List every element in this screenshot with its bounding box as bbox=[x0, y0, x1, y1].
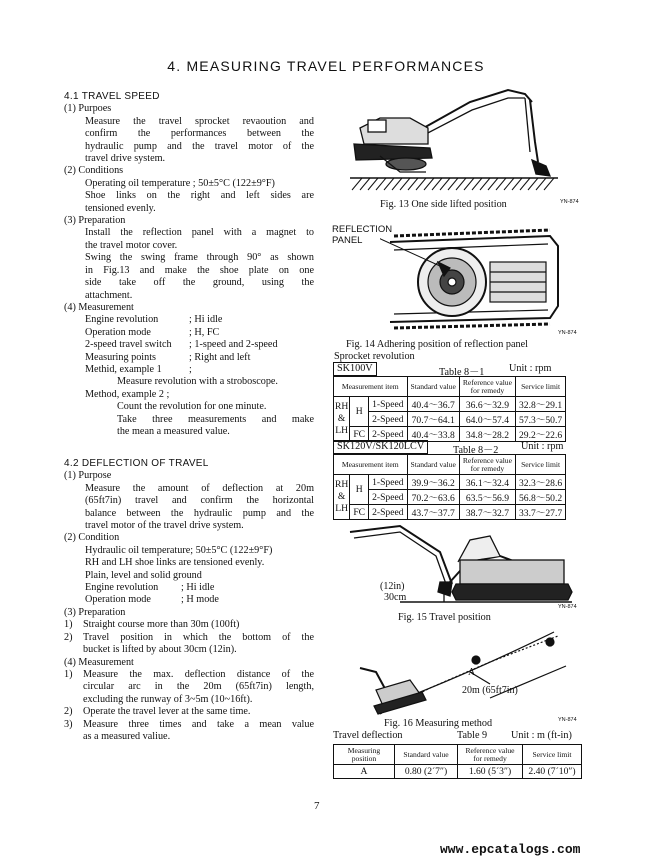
fig16-caption: Fig. 16 Measuring method bbox=[384, 718, 493, 729]
fig13-caption: Fig. 13 One side lifted position bbox=[380, 199, 507, 210]
preparation-text: Install the reflection panel with a magnet to the travel motor cover. Swing the swing frame through 90° as shown in Fig.13 and make the shoe plate on one side take off the ground, using the attachment. bbox=[85, 227, 314, 301]
table81-header-cell: Service limit bbox=[515, 377, 565, 397]
reflection-panel-label: REFLECTION PANEL bbox=[332, 224, 393, 246]
preparation-list: 1) Straight course more than 30m (100ft) 2) Travel position in which the bottom of the bucket is lifted by about 30cm (12in). bbox=[64, 619, 314, 656]
table-row: FC 2-Speed 43.7～37.7 38.7～32.7 33.7～27.7 bbox=[334, 505, 566, 520]
table82-header-cell: Standard value bbox=[407, 455, 459, 475]
section-heading: 4.2 DEFLECTION OF TRAVEL bbox=[64, 458, 209, 469]
section-deflection-of-travel bbox=[64, 458, 314, 743]
table82-header bbox=[333, 440, 583, 454]
table81-title: Table 8－1 bbox=[439, 367, 485, 378]
table82-header-cell: Reference value for remedy bbox=[459, 455, 515, 475]
table-row: RH & LH H 1-Speed 39.9～36.2 36.1～32.4 32.3～28.6 bbox=[334, 475, 566, 490]
page-number: 7 bbox=[314, 800, 320, 812]
fig16-measuring-method-illustration bbox=[340, 628, 580, 718]
table9 bbox=[333, 744, 582, 779]
subheading-preparation: (3) Preparation bbox=[64, 606, 126, 618]
fig16-label-a: A bbox=[468, 667, 476, 678]
table9-header-cell: Reference value for remedy bbox=[458, 745, 523, 765]
table-row: A 0.80 (2´7″) 1.60 (5´3″) 2.40 (7´10″) bbox=[334, 765, 582, 779]
subheading-preparation: (3) Preparation bbox=[64, 215, 126, 227]
table81-unit: Unit : rpm bbox=[509, 363, 552, 374]
table81-header-cell: Reference value for remedy bbox=[459, 377, 515, 397]
table82-title: Table 8－2 bbox=[453, 445, 499, 456]
table9-header-cell: Service limit bbox=[523, 745, 582, 765]
fig14-code: YN-874 bbox=[558, 330, 577, 336]
table82-header-cell: Service limit bbox=[515, 455, 565, 475]
purpose-text: Measure the amount of deflection at 20m (65ft7in) travel and confirm the horizontal balance between the hydraulic pump and the travel motor of the travel drive system. bbox=[85, 482, 314, 532]
table81-model: SK100V bbox=[333, 362, 377, 376]
subheading-purpose: (1) Purpoes bbox=[64, 103, 112, 115]
table81 bbox=[333, 376, 566, 442]
table82-unit: Unit : rpm bbox=[521, 441, 564, 452]
table-row: RH & LH H 1-Speed 40.4～36.7 36.6～32.9 32.8～29.1 bbox=[334, 397, 566, 412]
fig13-code: YN-874 bbox=[560, 199, 579, 205]
table82 bbox=[333, 454, 566, 520]
subheading-measurement: (4) Measurement bbox=[64, 656, 134, 668]
table81-header-cell: Measurement item bbox=[334, 377, 408, 397]
table-row: 2-Speed 70.7～64.1 64.0～57.4 57.3～50.7 bbox=[334, 412, 566, 427]
sprocket-revolution-title: Sprocket revolution bbox=[334, 351, 415, 362]
subheading-purpose: (1) Purpose bbox=[64, 470, 112, 482]
page-title: 4. MEASURING TRAVEL PERFORMANCES bbox=[167, 58, 485, 74]
fig15-caption: Fig. 15 Travel position bbox=[398, 612, 491, 623]
fig15-code: YN-874 bbox=[558, 604, 577, 610]
table9-name: Table 9 bbox=[457, 730, 488, 741]
subheading-condition: (2) Condition bbox=[64, 532, 120, 544]
fig15-label-cm: 30cm bbox=[384, 592, 407, 603]
fig15-travel-position-illustration bbox=[340, 522, 580, 606]
fig14-caption: Fig. 14 Adhering position of reflection panel bbox=[346, 339, 528, 350]
conditions-text: Operating oil temperature ; 50±5°C (122±9°F) Shoe links on the right and left sides are tensioned evenly. bbox=[85, 177, 314, 214]
table9-title: Travel deflection bbox=[333, 730, 403, 741]
fig14-sprocket-reflection-panel-illustration bbox=[380, 222, 570, 334]
table82-header-cell: Measurement item bbox=[334, 455, 408, 475]
footer-watermark: www.epcatalogs.com bbox=[440, 842, 581, 857]
condition-text: Hydraulic oil temperature; 50±5°C (122±9°F) RH and LH shoe links are tensioned evenly. Plain, level and solid ground Engine revolution ; Hi idle Operation mode ; H mode bbox=[85, 544, 273, 606]
subheading-conditions: (2) Conditions bbox=[64, 165, 124, 177]
fig16-label-distance: 20m (65ft7in) bbox=[462, 685, 518, 696]
table9-header-cell: Standard value bbox=[395, 745, 458, 765]
table81-header-cell: Standard value bbox=[407, 377, 459, 397]
measurement-settings: Engine revolution ; Hi idle Operation mode ; H, FC 2-speed travel switch ; 1-speed and 2-speed Measuring points ; Right and left Methid, example 1 ; Measure revolution with a stroboscope. Method, example 2 ; Count the revolution for one minute. Take three measurements and make the mean a measured value. bbox=[85, 314, 314, 437]
table-row: 2-Speed 70.2～63.6 63.5～56.9 56.8～50.2 bbox=[334, 490, 566, 505]
table9-header-cell: Measuring position bbox=[334, 745, 395, 765]
fig13-excavator-lifted-illustration bbox=[340, 82, 572, 202]
section-travel-speed bbox=[64, 91, 314, 438]
table9-header bbox=[333, 730, 583, 741]
fig15-label-in: (12in) bbox=[380, 581, 405, 592]
subheading-measurement: (4) Measurement bbox=[64, 301, 134, 313]
table9-unit: Unit : m (ft-in) bbox=[511, 730, 572, 741]
table-row: FC 2-Speed 40.4～33.8 34.8～28.2 29.2～22.6 bbox=[334, 427, 566, 442]
measurement-list: 1) Measure the max. deflection distance of the circular arc in the 20m (65ft7in) length, excluding the runway of 3~5m (10~16ft). 2) Operate the travel lever at the same time. 3) Measure three times and take a mean value as a measured valiue. bbox=[64, 668, 314, 742]
table82-model: SK120V/SK120LCV bbox=[333, 440, 428, 454]
purpose-text: Measure the travel sprocket revaoution and confirm the performances between the hydraulic pump and the travel motor of the travel drive system. bbox=[85, 115, 314, 165]
section-heading: 4.1 TRAVEL SPEED bbox=[64, 91, 160, 102]
fig16-code: YN-874 bbox=[558, 717, 577, 723]
table81-header bbox=[333, 362, 583, 376]
